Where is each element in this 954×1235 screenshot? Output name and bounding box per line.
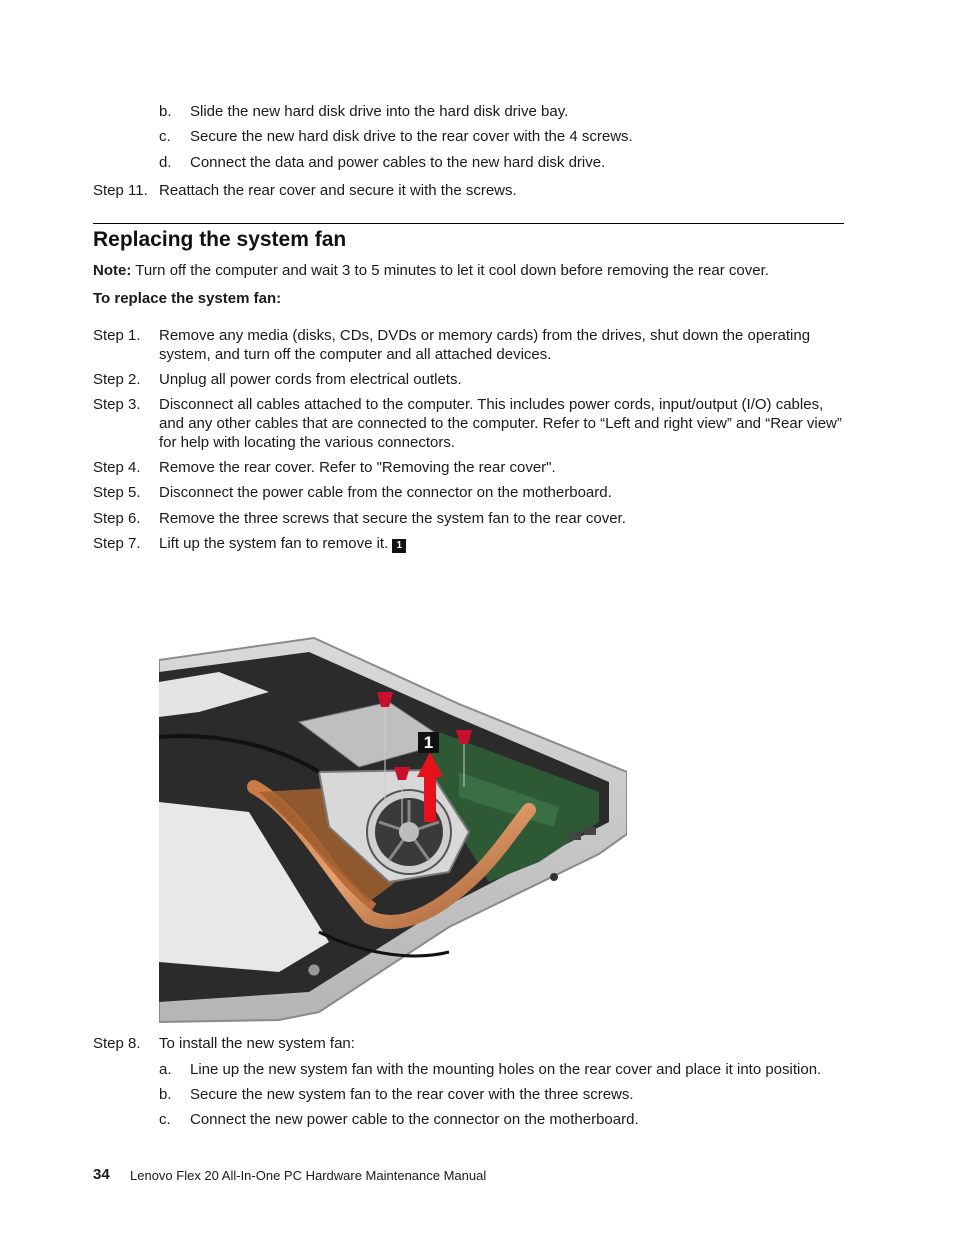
substep-letter: d. <box>159 154 172 171</box>
step-number: Step 1. <box>93 327 141 344</box>
step-number: Step 7. <box>93 535 141 552</box>
step-text: Disconnect the power cable from the connector on the motherboard. <box>159 484 612 501</box>
system-fan-removal-photo <box>159 572 627 1024</box>
step-number: Step 3. <box>93 396 141 413</box>
step-text: Remove the three screws that secure the system fan to the rear cover. <box>159 510 626 527</box>
figure-callout-badge: 1 <box>418 732 439 753</box>
substep-text: Secure the new system fan to the rear cover with the three screws. <box>190 1086 634 1103</box>
substep-letter: a. <box>159 1061 172 1078</box>
step-number: Step 11. <box>93 182 148 199</box>
note <box>93 261 853 280</box>
note-text: Turn off the computer and wait 3 to 5 minutes to let it cool down before removing the rear cover. <box>135 262 769 279</box>
step-text: Unplug all power cords from electrical outlets. <box>159 371 462 388</box>
step-number: Step 5. <box>93 484 141 501</box>
substep-letter: c. <box>159 1111 171 1128</box>
step-number: Step 6. <box>93 510 141 527</box>
step-text: Lift up the system fan to remove it. <box>159 535 389 552</box>
substep-text: Slide the new hard disk drive into the hard disk drive bay. <box>190 103 569 120</box>
callout-badge: 1 <box>392 539 406 553</box>
substep-letter: b. <box>159 103 172 120</box>
step-text: Remove any media (disks, CDs, DVDs or memory cards) from the drives, shut down the operating system, and turn off the computer and all attached devices. <box>159 327 811 363</box>
substep-letter: b. <box>159 1086 172 1103</box>
manual-title: Lenovo Flex 20 All-In-One PC Hardware Maintenance Manual <box>130 1168 487 1183</box>
fan-illustration-icon <box>159 572 627 1024</box>
step-number: Step 2. <box>93 371 141 388</box>
substep-text: Secure the new hard disk drive to the rear cover with the 4 screws. <box>190 128 633 145</box>
note-label: Note: <box>93 262 132 279</box>
substep-text: Connect the new power cable to the connector on the motherboard. <box>190 1111 639 1128</box>
section-divider <box>93 223 844 224</box>
section-title: Replacing the system fan <box>93 228 347 251</box>
step-text: Disconnect all cables attached to the computer. This includes power cords, input/output (I/O) cables, and any other cables that are connected to the computer. Refer to “Left and right view” and “Rear view” for help with locating the various connectors. <box>159 396 842 451</box>
substep-text: Connect the data and power cables to the new hard disk drive. <box>190 154 606 171</box>
substep-text: Line up the new system fan with the mounting holes on the rear cover and place it into position. <box>190 1061 822 1078</box>
substep-letter: c. <box>159 128 171 145</box>
step-text: Remove the rear cover. Refer to "Removing the rear cover". <box>159 459 556 476</box>
step-number: Step 8. <box>93 1035 141 1052</box>
page-number: 34 <box>93 1166 110 1183</box>
step-number: Step 4. <box>93 459 141 476</box>
step-text: Reattach the rear cover and secure it with the screws. <box>159 182 517 199</box>
procedure-heading: To replace the system fan: <box>93 290 282 307</box>
step-text: To install the new system fan: <box>159 1035 355 1052</box>
